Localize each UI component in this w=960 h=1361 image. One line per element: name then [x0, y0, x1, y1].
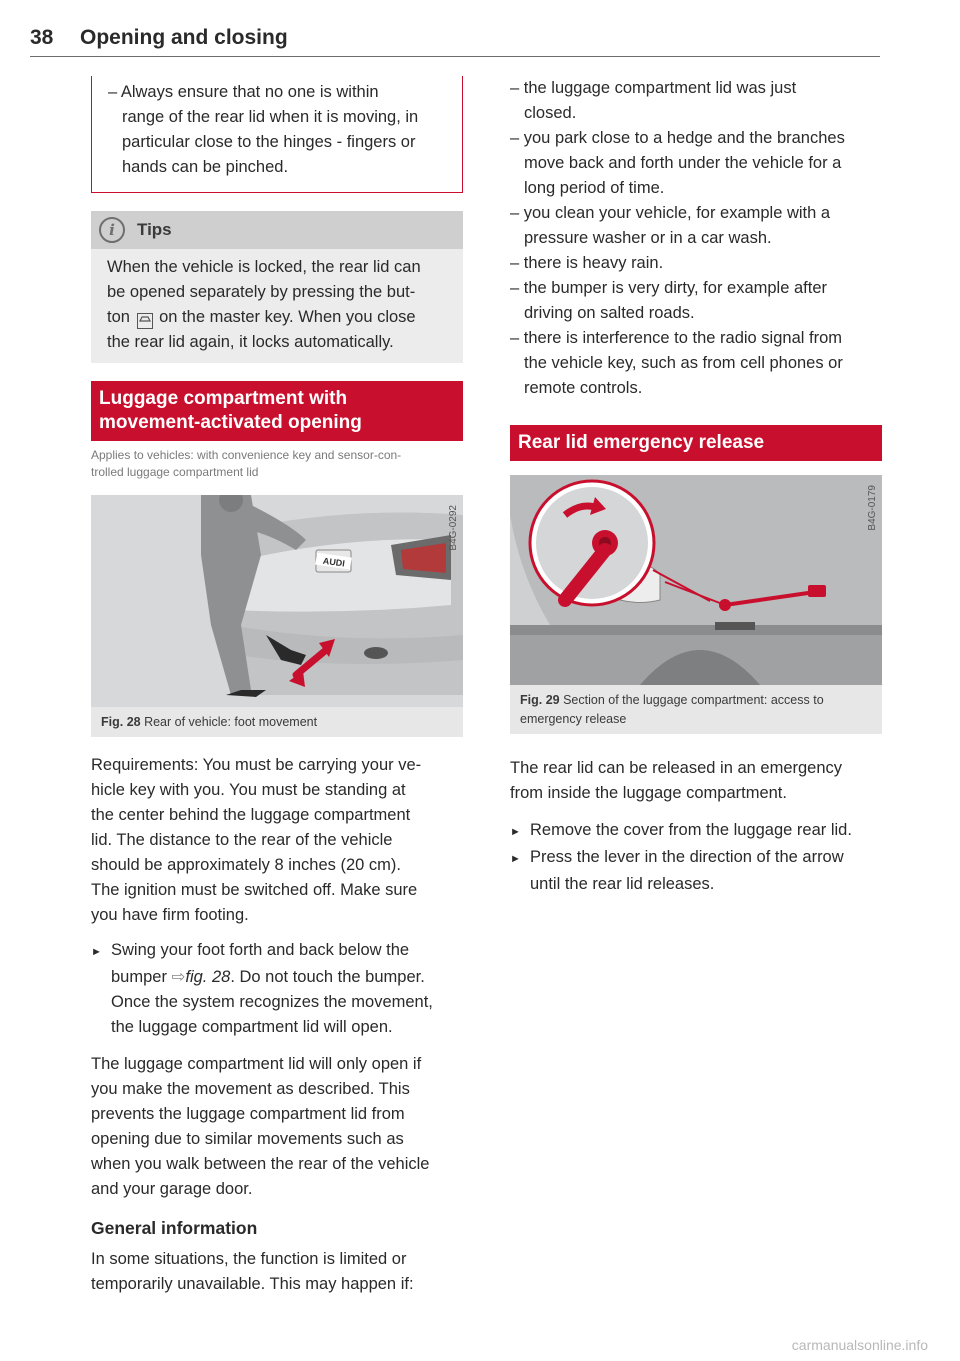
right-column	[510, 76, 882, 897]
figure-label: Fig. 29	[520, 693, 560, 707]
figure-code: B4G-0292	[448, 505, 459, 551]
figure-caption-line	[520, 691, 872, 710]
header-rule	[30, 56, 880, 57]
step-text: Remove the cover from the luggage rear lid.	[530, 821, 852, 839]
list-item-cont: driving on salted roads.	[524, 304, 695, 322]
figure-28	[91, 495, 463, 737]
tips-title: Tips	[137, 220, 172, 239]
step-line	[510, 818, 882, 845]
figure-28-image	[91, 495, 463, 707]
text-line: Requirements: You must be carrying your ve-	[91, 756, 422, 774]
text-line: The ignition must be switched off. Make sure	[91, 881, 418, 899]
tips-line: When the vehicle is locked, the rear lid can	[107, 258, 421, 276]
emergency-steps	[510, 818, 882, 897]
tips-line	[107, 305, 447, 330]
tips-text: on the master key. When you close	[159, 308, 416, 326]
step-line: Once the system recognizes the movement,	[111, 993, 433, 1011]
reference-arrow-icon: ⇨	[171, 968, 186, 986]
arrow-bullet-icon: ►	[510, 853, 521, 865]
step-line	[91, 938, 463, 965]
step-text: Swing your foot forth and back below the	[111, 941, 410, 959]
applies-line: Applies to vehicles: with convenience key and sensor-con-	[91, 448, 402, 462]
warning-line: particular close to the hinges - fingers or	[122, 133, 416, 151]
subheading-general-information: General information	[91, 1218, 258, 1238]
instruction-step	[91, 938, 463, 1040]
section-title: Opening and closing	[80, 26, 288, 49]
list-item: – the bumper is very dirty, for example after	[510, 279, 827, 297]
license-plate: AUDI	[322, 555, 346, 569]
page-number: 38	[30, 26, 54, 49]
tips-box	[91, 211, 463, 363]
text-line: you make the movement as described. This	[91, 1080, 410, 1098]
text-line: In some situations, the function is limited or	[91, 1250, 407, 1268]
explanation-paragraph	[91, 1052, 463, 1202]
figure-caption-text: Section of the luggage compartment: access to	[563, 693, 824, 707]
text-line: opening due to similar movements such as	[91, 1130, 404, 1148]
text-line: The luggage compartment lid will only open if	[91, 1055, 422, 1073]
watermark: carmanualsonline.info	[791, 1337, 928, 1353]
tips-line: be opened separately by pressing the but-	[107, 283, 416, 301]
step-text: bumper	[111, 968, 167, 986]
text-line: lid. The distance to the rear of the vehicle	[91, 831, 393, 849]
section-heading: Rear lid emergency release	[510, 425, 882, 461]
figure-caption	[510, 685, 882, 734]
figure-code: B4G-0179	[867, 485, 878, 531]
warning-box	[91, 76, 463, 193]
text-line: you have firm footing.	[91, 906, 249, 924]
info-icon: i	[99, 217, 125, 243]
text-line: hicle key with you. You must be standing at	[91, 781, 406, 799]
text-line: prevents the luggage compartment lid from	[91, 1105, 405, 1123]
figure-caption-text: Rear of vehicle: foot movement	[144, 715, 318, 729]
warning-line: range of the rear lid when it is moving, in	[122, 108, 419, 126]
list-item-cont: move back and forth under the vehicle for a	[524, 154, 842, 172]
tips-header	[91, 211, 463, 249]
figure-caption-line: emergency release	[520, 712, 627, 726]
arrow-bullet-icon: ►	[510, 826, 521, 838]
emergency-release-illustration	[510, 475, 882, 685]
arrow-bullet-icon: ►	[91, 946, 102, 958]
tips-text: ton	[107, 308, 130, 326]
list-item-cont: long period of time.	[524, 179, 665, 197]
list-item: – the luggage compartment lid was just	[510, 79, 797, 97]
text-line: the center behind the luggage compartment	[91, 806, 411, 824]
text-line: temporarily unavailable. This may happen if:	[91, 1275, 414, 1293]
list-item-cont: closed.	[524, 104, 577, 122]
tips-body	[91, 249, 463, 363]
section-heading: Luggage compartment with movement-activated opening	[91, 381, 463, 441]
step-line	[510, 845, 882, 872]
warning-line: hands can be pinched.	[122, 158, 289, 176]
figure-label: Fig. 28	[101, 715, 141, 729]
applies-note	[91, 447, 463, 481]
list-item: – you clean your vehicle, for example with a	[510, 204, 831, 222]
text-line: and your garage door.	[91, 1180, 253, 1198]
text-line: when you walk between the rear of the vehicle	[91, 1155, 430, 1173]
step-text: . Do not touch the bumper.	[230, 968, 425, 986]
list-item-cont: remote controls.	[524, 379, 643, 397]
rear-vehicle-illustration	[91, 495, 463, 707]
requirements-paragraph	[91, 753, 463, 928]
list-item: – you park close to a hedge and the branches	[510, 129, 845, 147]
text-line: should be approximately 8 inches (20 cm).	[91, 856, 401, 874]
step-line	[91, 965, 463, 990]
trunk-key-icon	[137, 313, 153, 329]
left-column	[91, 76, 463, 1297]
text-line: The rear lid can be released in an emergency	[510, 759, 843, 777]
warning-line: – Always ensure that no one is within	[108, 83, 379, 101]
list-item-cont: pressure washer or in a car wash.	[524, 229, 772, 247]
tips-line: the rear lid again, it locks automatically.	[107, 333, 394, 351]
step-line: until the rear lid releases.	[530, 875, 715, 893]
figure-reference-link[interactable]: fig. 28	[185, 968, 231, 986]
general-paragraph	[91, 1247, 463, 1297]
list-item: – there is interference to the radio signal from	[510, 329, 843, 347]
list-item-cont: the vehicle key, such as from cell phones or	[524, 354, 843, 372]
figure-caption	[91, 707, 463, 737]
figure-29	[510, 475, 882, 734]
emergency-paragraph	[510, 756, 882, 806]
step-line: the luggage compartment lid will open.	[111, 1018, 393, 1036]
applies-line: trolled luggage compartment lid	[91, 465, 259, 479]
list-item: – there is heavy rain.	[510, 254, 664, 272]
step-text: Press the lever in the direction of the arrow	[530, 848, 844, 866]
figure-29-image	[510, 475, 882, 685]
conditions-list	[510, 76, 882, 401]
text-line: from inside the luggage compartment.	[510, 784, 787, 802]
